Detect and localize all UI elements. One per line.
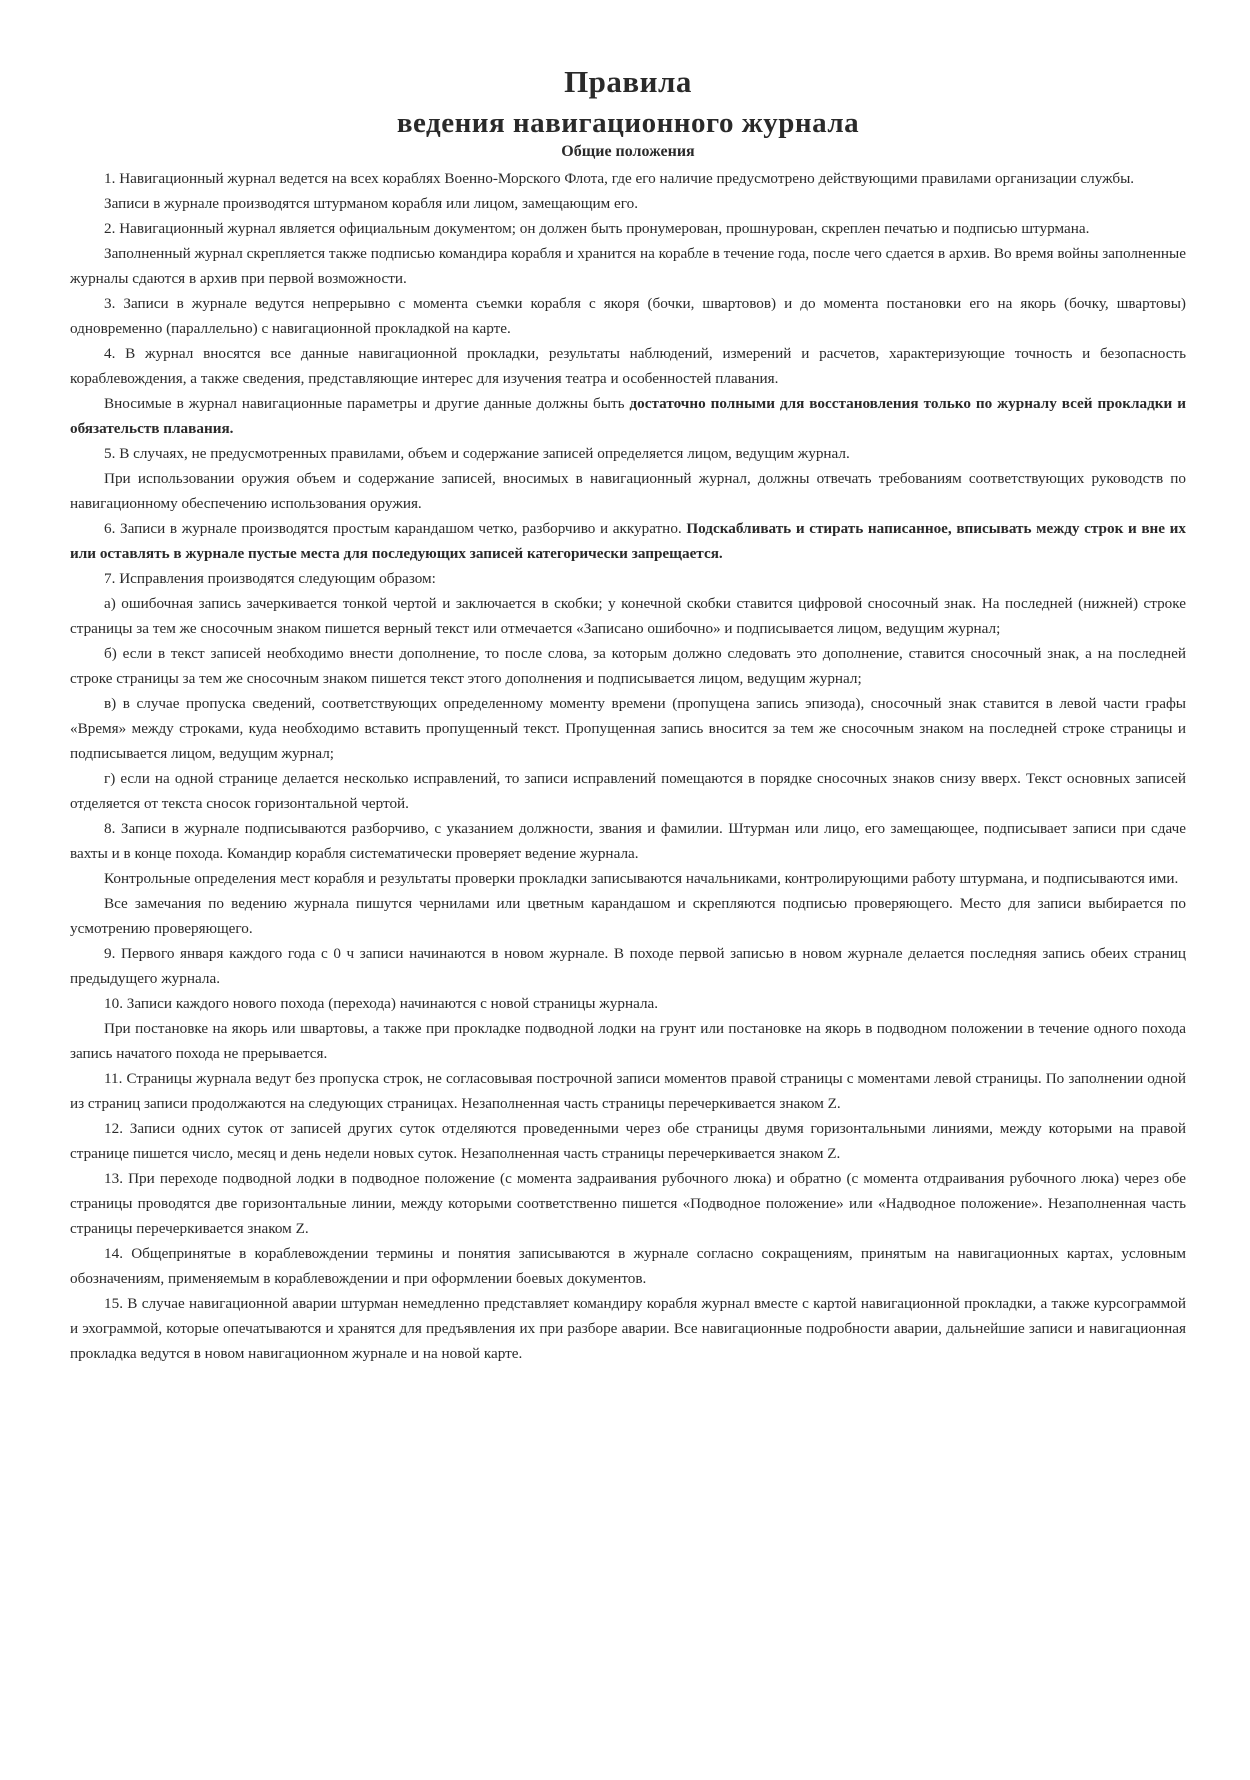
paragraph-bold-text: достаточно полными для восстановления только по журналу всей прокладки и обязательств плавания.	[70, 395, 1187, 437]
paragraph-text: 2. Навигационный журнал является официальным документом; он должен быть пронумерован, прошнурован, скреплен печатью и подписью штурмана.	[104, 220, 1090, 237]
paragraph-text: 3. Записи в журнале ведутся непрерывно с момента съемки корабля с якоря (бочки, швартовов) и до момента постановки его на якорь (бочку, швартовы) одновременно (параллельно) с навигационной прокладкой на карте.	[70, 295, 1186, 337]
paragraph	[70, 516, 1186, 566]
document-body	[70, 166, 1186, 1366]
paragraph	[70, 166, 1186, 191]
paragraph-text: 13. При переходе подводной лодки в подводное положение (с момента задраивания рубочного люка) и обратно (с момента отдраивания рубочного люка) через обе страницы проводятся две горизонтальные линии, между которыми соответственно пишется «Подводное положение» или «Надводное положение». Незаполненная часть страницы перечеркивается знаком Z.	[70, 1170, 1186, 1237]
paragraph-text: 5. В случаях, не предусмотренных правилами, объем и содержание записей определяется лицом, ведущим журнал.	[104, 445, 850, 462]
paragraph	[70, 241, 1186, 291]
paragraph	[70, 766, 1186, 816]
paragraph	[70, 591, 1186, 641]
paragraph-text: 7. Исправления производятся следующим образом:	[104, 570, 436, 587]
paragraph	[70, 691, 1186, 766]
paragraph	[70, 641, 1186, 691]
paragraph-text: б) если в текст записей необходимо внести дополнение, то после слова, за которым должно следовать это дополнение, ставится сносочный знак, а на последней строке страницы за тем же сносочным знаком пишется текст этого дополнения и подписывается лицом, ведущим журнал;	[70, 645, 1186, 687]
paragraph-text: 14. Общепринятые в кораблевождении термины и понятия записываются в журнале согласно сокращениям, принятым на навигационных картах, условным обозначениям, применяемым в кораблевождении и при оформлении боевых документов.	[70, 1245, 1186, 1287]
paragraph-text: 6. Записи в журнале производятся простым карандашом четко, разборчиво и аккуратно.	[104, 520, 687, 537]
paragraph	[70, 1066, 1186, 1116]
paragraph	[70, 291, 1186, 341]
paragraph	[70, 866, 1186, 891]
paragraph-text: При использовании оружия объем и содержание записей, вносимых в навигационный журнал, должны отвечать требованиям соответствующих руководств по навигационному обеспечению использования оружия.	[70, 470, 1186, 512]
paragraph-text: 11. Страницы журнала ведут без пропуска строк, не согласовывая построчной записи моментов правой страницы с моментами левой страницы. По заполнении одной из страниц записи продолжаются на следующих страницах. Незаполненная часть страницы перечеркивается знаком Z.	[70, 1070, 1186, 1112]
paragraph-text: Заполненный журнал скрепляется также подписью командира корабля и хранится на корабле в течение года, после чего сдается в архив. Во время войны заполненные журналы сдаются в архив при первой возможности.	[70, 245, 1186, 287]
paragraph	[70, 1241, 1186, 1291]
paragraph-text: Вносимые в журнал навигационные параметры и другие данные должны быть	[104, 395, 630, 412]
paragraph	[70, 566, 1186, 591]
paragraph-text: 10. Записи каждого нового похода (перехода) начинаются с новой страницы журнала.	[104, 995, 659, 1012]
paragraph	[70, 216, 1186, 241]
section-heading: Общие положения	[561, 143, 695, 160]
paragraph-text: Контрольные определения мест корабля и результаты проверки прокладки записываются начальниками, контролирующими работу штурмана, и подписываются ими.	[104, 870, 1179, 887]
paragraph-text: в) в случае пропуска сведений, соответствующих определенному моменту времени (пропущена запись эпизода), сносочный знак ставится в левой части графы «Время» между строками, куда необходимо вставить пропущенный текст. Пропущенная запись вносится за тем же сносочным знаком на последней строке страницы и подписывается лицом, ведущим журнал;	[70, 695, 1186, 762]
paragraph	[70, 991, 1186, 1016]
paragraph	[70, 1016, 1186, 1066]
paragraph-text: 12. Записи одних суток от записей других суток отделяются проведенными через обе страницы двумя горизонтальными линиями, между которыми на правой странице пишется число, месяц и день недели новых суток. Незаполненная часть страницы перечеркивается знаком Z.	[70, 1120, 1186, 1162]
paragraph-text: Записи в журнале производятся штурманом корабля или лицом, замещающим его.	[104, 195, 639, 212]
paragraph	[70, 1166, 1186, 1241]
paragraph-bold-text: Подскабливать и стирать написанное, вписывать между строк и вне их или оставлять в журнале пустые места для последующих записей категорически запрещается.	[70, 520, 1186, 562]
paragraph-text: 4. В журнал вносятся все данные навигационной прокладки, результаты наблюдений, измерений и расчетов, характеризующие точность и безопасность кораблевождения, а также сведения, представляющие интерес для изучения театра и особенностей плавания.	[70, 345, 1186, 387]
paragraph-text: Все замечания по ведению журнала пишутся чернилами или цветным карандашом и скрепляются подписью проверяющего. Место для записи выбирается по усмотрению проверяющего.	[70, 895, 1186, 937]
paragraph-text: 8. Записи в журнале подписываются разборчиво, с указанием должности, звания и фамилии. Штурман или лицо, его замещающее, подписывает записи при сдаче вахты и в конце похода. Командир корабля систематически проверяет ведение журнала.	[70, 820, 1186, 862]
paragraph-text: 9. Первого января каждого года с 0 ч записи начинаются в новом журнале. В походе первой записью в новом журнале делается последняя запись обеих страниц предыдущего журнала.	[70, 945, 1186, 987]
paragraph-text: 1. Навигационный журнал ведется на всех кораблях Военно-Морского Флота, где его наличие предусмотрено действующими правилами организации службы.	[104, 170, 1135, 187]
paragraph	[70, 391, 1186, 441]
paragraph	[70, 941, 1186, 991]
paragraph	[70, 341, 1186, 391]
paragraph	[70, 891, 1186, 941]
paragraph	[70, 1291, 1186, 1366]
document-subtitle: ведения навигационного журнала	[396, 107, 860, 139]
paragraph-text: При постановке на якорь или швартовы, а также при прокладке подводной лодки на грунт или постановке на якорь в подводном положении в течение одного похода запись начатого похода не прерывается.	[70, 1020, 1186, 1062]
paragraph	[70, 441, 1186, 466]
paragraph	[70, 816, 1186, 866]
paragraph	[70, 191, 1186, 216]
paragraph-text: а) ошибочная запись зачеркивается тонкой чертой и заключается в скобки; у конечной скобки ставится цифровой сносочный знак. На последней (нижней) строке страницы за тем же сносочным знаком пишется верный текст или отмечается «Записано ошибочно» и подписывается лицом, ведущим журнал;	[70, 595, 1186, 637]
paragraph	[70, 466, 1186, 516]
paragraph-text: г) если на одной странице делается несколько исправлений, то записи исправлений помещаются в порядке сносочных знаков снизу вверх. Текст основных записей отделяется от текста сносок горизонтальной чертой.	[70, 770, 1186, 812]
paragraph-text: 15. В случае навигационной аварии штурман немедленно представляет командиру корабля журнал вместе с картой навигационной прокладки, а также курсограммой и эхограммой, которые опечатываются и хранятся для предъявления их при разборе аварии. Все навигационные подробности аварии, дальнейшие записи и навигационная прокладка ведутся в новом навигационном журнале и на новой карте.	[70, 1295, 1186, 1362]
paragraph	[70, 1116, 1186, 1166]
document-title: Правила	[564, 64, 692, 99]
